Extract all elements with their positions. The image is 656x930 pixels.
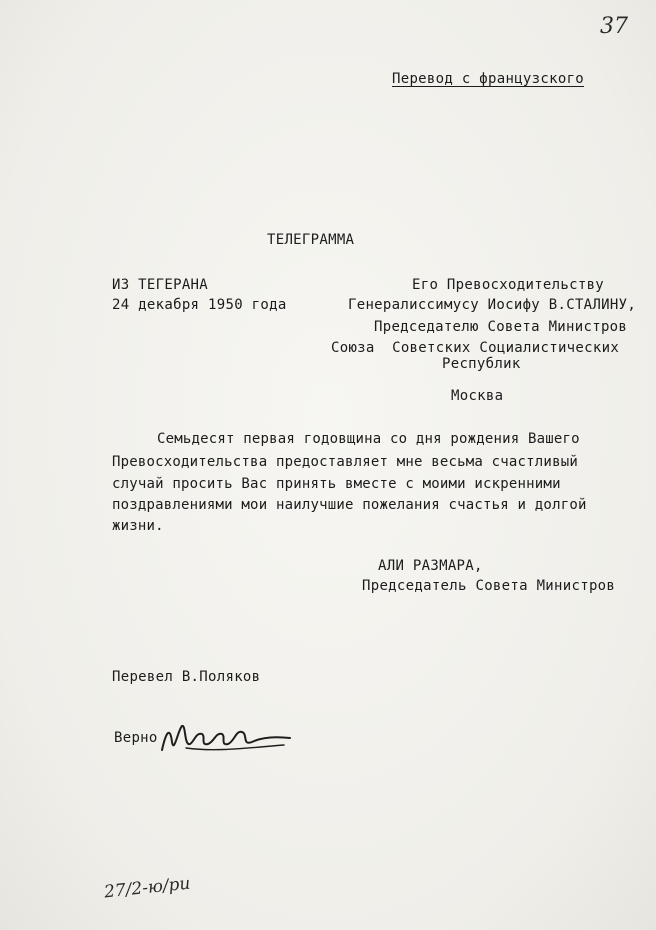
addressee-line-5: Республик xyxy=(442,356,521,372)
document-type-heading: ТЕЛЕГРАММА xyxy=(267,232,355,248)
origin-from: ИЗ ТЕГЕРАНА xyxy=(112,277,209,293)
addressee-line-2: Генералиссимусу Иосифу В.СТАЛИНУ, xyxy=(348,297,637,313)
addressee-line-4: Союза Советских Социалистических xyxy=(331,340,620,356)
sender-name: АЛИ РАЗМАРА, xyxy=(378,558,483,574)
addressee-line-3: Председателю Совета Министров xyxy=(374,319,628,335)
body-line-2: Превосходительства предоставляет мне весьма счастливый xyxy=(112,454,578,470)
handwritten-signature xyxy=(156,712,296,762)
certified-label: Верно xyxy=(114,730,158,746)
page-number: 37 xyxy=(600,14,628,39)
origin-date: 24 декабря 1950 года xyxy=(112,297,287,313)
sender-title: Председатель Совета Министров xyxy=(362,578,616,594)
body-line-3: случай просить Вас принять вместе с моими искренними xyxy=(112,476,561,492)
addressee-line-1: Его Превосходительству xyxy=(412,277,605,293)
body-line-4: поздравлениями мои наилучшие пожелания счастья и долгой xyxy=(112,497,587,513)
translation-note: Перевод с французского xyxy=(392,71,585,87)
handwritten-note: 27/2-ю/ри xyxy=(103,873,192,903)
body-line-1: Семьдесят первая годовщина со дня рождения Вашего xyxy=(157,431,580,447)
body-line-5: жизни. xyxy=(112,518,164,534)
translator-line: Перевел В.Поляков xyxy=(112,669,261,685)
addressee-city: Москва xyxy=(451,388,504,404)
